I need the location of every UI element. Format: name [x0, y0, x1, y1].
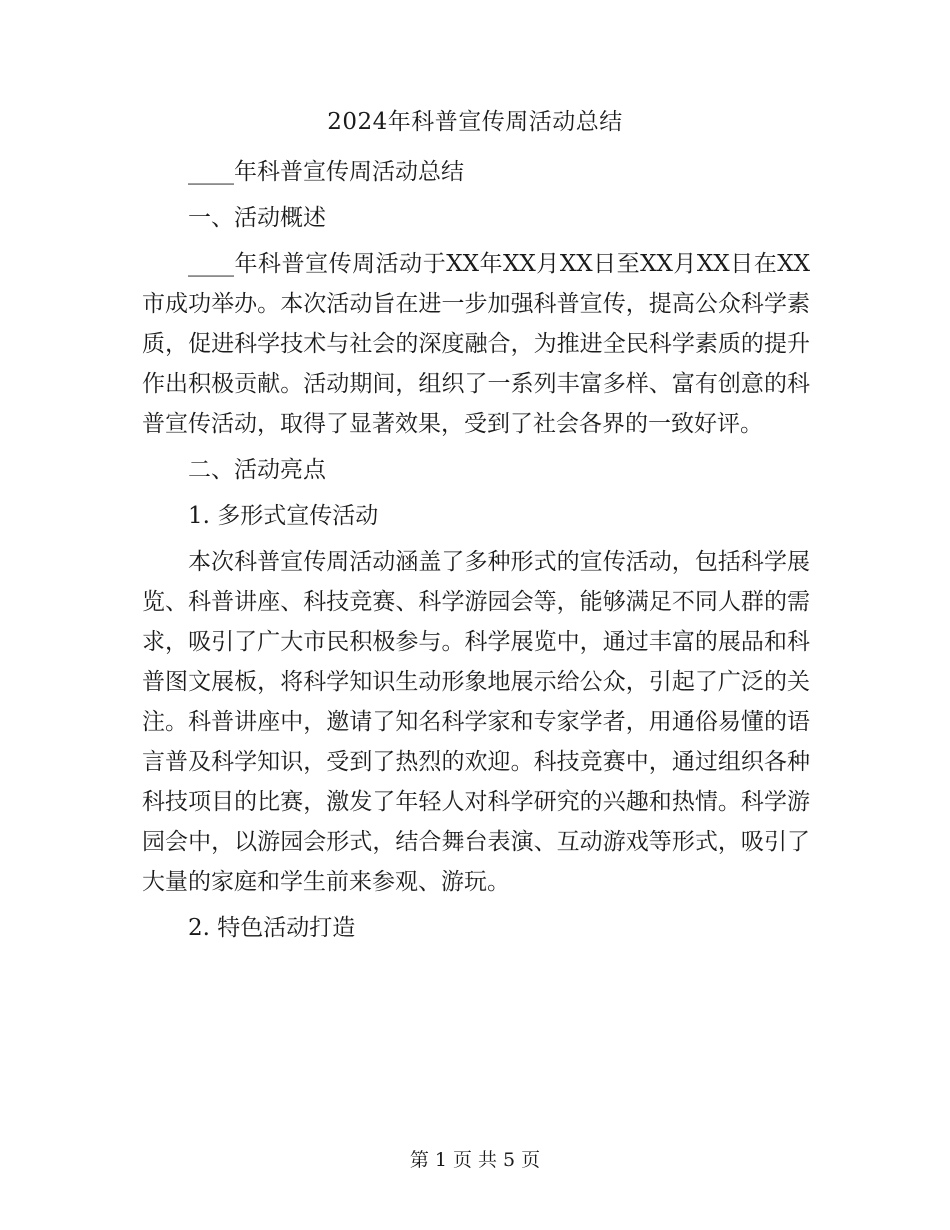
subheading-multi-form: 1. 多形式宣传活动	[188, 503, 379, 529]
section-heading-highlights: 二、活动亮点	[188, 457, 326, 483]
page-number-footer: 第 1 页 共 5 页	[409, 1149, 541, 1171]
subheading-featured-activities: 2. 特色活动打造	[188, 915, 356, 941]
document-title: 2024年科普宣传周活动总结	[327, 109, 623, 135]
overview-paragraph: ____年科普宣传周活动于XX年XX月XX日至XX月XX日在XX市成功举办。本次活动旨在进一步加强科普宣传，提高公众科学素质，促进科学技术与社会的深度融合，为推进全民科学素质的提升作出积极贡献。活动期间，组织了一系列丰富多样、富有创意的科普宣传活动，取得了显著效果，受到了社会各界的一致好评。	[142, 251, 810, 437]
document-body	[142, 152, 810, 954]
section-heading-overview: 一、活动概述	[188, 205, 326, 231]
multi-form-paragraph: 本次科普宣传周活动涵盖了多种形式的宣传活动，包括科学展览、科普讲座、科技竞赛、科学游园会等，能够满足不同人群的需求，吸引了广大市民积极参与。科学展览中，通过丰富的展品和科普图文展板，将科学知识生动形象地展示给公众，引起了广泛的关注。科普讲座中，邀请了知名科学家和专家学者，用通俗易懂的语言普及科学知识，受到了热烈的欢迎。科技竞赛中，通过组织各种科技项目的比赛，激发了年轻人对科学研究的兴趣和热情。科学游园会中，以游园会形式，结合舞台表演、互动游戏等形式，吸引了大量的家庭和学生前来参观、游玩。	[142, 549, 810, 895]
subtitle-paragraph: ____年科普宣传周活动总结	[188, 159, 464, 185]
